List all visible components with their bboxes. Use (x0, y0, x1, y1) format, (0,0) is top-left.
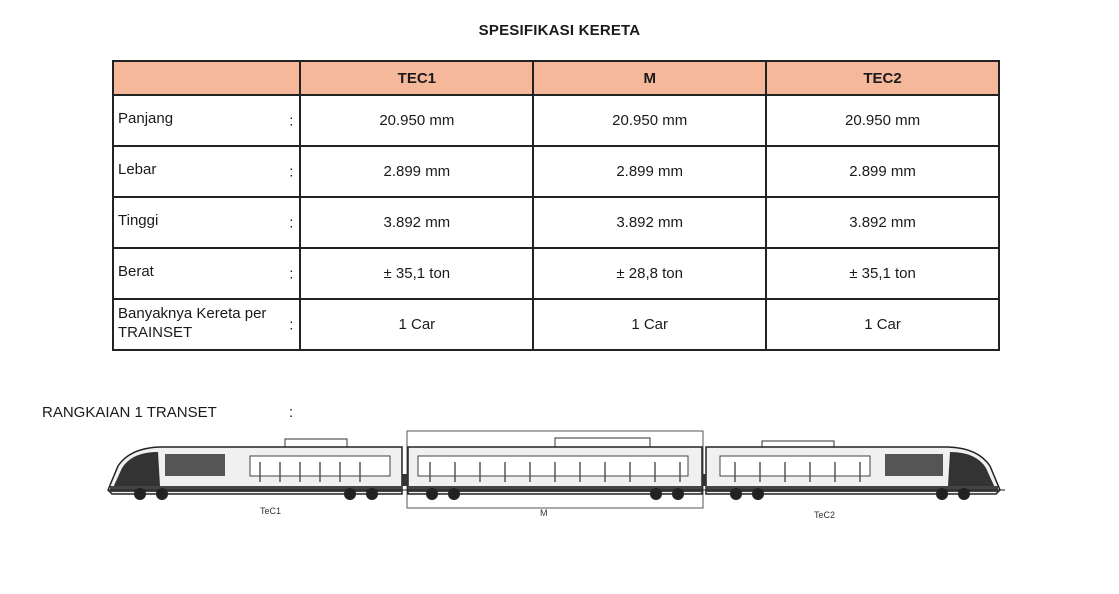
row-label-banyaknya-kereta (113, 299, 300, 350)
cell-tec2: 20.950 mm (766, 95, 999, 146)
cell-tec1: 20.950 mm (300, 95, 533, 146)
row-label-text: Panjang (118, 110, 174, 127)
row-colon: : (289, 112, 294, 129)
window-block (418, 456, 688, 476)
row-label-text: Tinggi (118, 212, 159, 229)
spec-table (112, 60, 1000, 351)
car-label-m: M (540, 508, 548, 518)
page-title: SPESIFIKASI KERETA (478, 22, 641, 39)
row-label-tinggi (113, 197, 300, 248)
cell-tec1: 1 Car (300, 299, 533, 350)
cell-m: 2.899 mm (533, 146, 766, 197)
row-label-text: Lebar (118, 161, 157, 178)
cell-m: 3.892 mm (533, 197, 766, 248)
row-colon: : (289, 316, 294, 333)
table-row (113, 299, 999, 350)
row-label-text: Banyaknya Kereta per TRAINSET (118, 304, 267, 341)
row-label-berat (113, 248, 300, 299)
cell-tec2: 1 Car (766, 299, 999, 350)
series-colon: : (289, 404, 294, 421)
table-row (113, 197, 999, 248)
row-colon: : (289, 163, 294, 180)
row-colon: : (289, 214, 294, 231)
cell-m: ± 28,8 ton (533, 248, 766, 299)
window-block (720, 456, 870, 476)
table-row (113, 146, 999, 197)
cell-tec1: ± 35,1 ton (300, 248, 533, 299)
series-label: RANGKAIAN 1 TRANSET (42, 404, 217, 421)
cell-tec1: 2.899 mm (300, 146, 533, 197)
cell-tec2: ± 35,1 ton (766, 248, 999, 299)
trainset-diagram (100, 424, 1010, 528)
cell-tec2: 2.899 mm (766, 146, 999, 197)
table-row (113, 248, 999, 299)
window-block (885, 454, 943, 476)
header-cell-m: M (533, 61, 766, 95)
car-label-tec2: TeC2 (814, 510, 836, 520)
row-label-lebar (113, 146, 300, 197)
train-illustration (100, 424, 1010, 528)
cell-m: 20.950 mm (533, 95, 766, 146)
underframe (706, 486, 998, 492)
header-cell-tec1: TEC1 (300, 61, 533, 95)
table-header-row (113, 61, 999, 95)
cell-tec1: 3.892 mm (300, 197, 533, 248)
cell-tec2: 3.892 mm (766, 197, 999, 248)
roof-unit-m (555, 438, 650, 447)
header-cell-empty (113, 61, 300, 95)
coupler (702, 474, 706, 486)
cell-m: 1 Car (533, 299, 766, 350)
row-colon: : (289, 265, 294, 282)
header-cell-tec2: TEC2 (766, 61, 999, 95)
table-row (113, 95, 999, 146)
window-block (165, 454, 225, 476)
car-label-tec1: TeC1 (260, 506, 282, 516)
row-label-panjang (113, 95, 300, 146)
roof-unit-tec1 (285, 439, 347, 447)
row-label-text: Berat (118, 263, 154, 280)
coupler (402, 474, 408, 486)
underframe (110, 486, 402, 492)
